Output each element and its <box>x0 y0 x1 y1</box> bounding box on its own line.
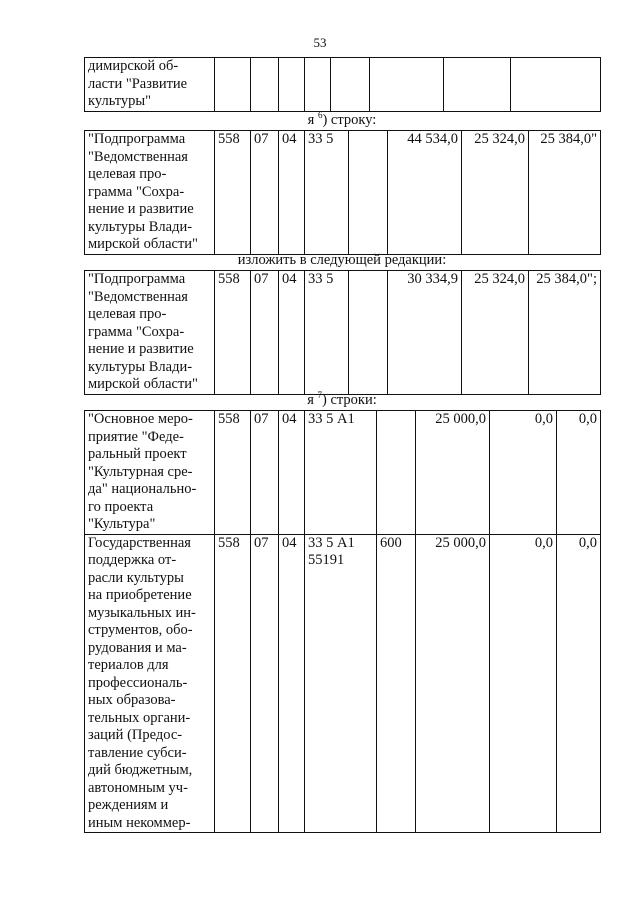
row-old-name: "Подпрограмма "Ведомственная целевая про- грамма "Сохра- нение и развитие культуры Влади- мирской области" <box>85 131 215 255</box>
rz-cell: 07 <box>251 271 279 395</box>
sum1-cell: 25 000,0 <box>416 534 490 833</box>
budget-table-a1 <box>84 410 601 833</box>
row-a1-name: "Основное меро- приятие "Феде- ральный проект "Культурная сре- да" национально- го проекта "Культура" <box>85 411 215 535</box>
ved-cell: 558 <box>215 271 251 395</box>
budget-table-continuation <box>84 57 601 112</box>
sum2-cell: 0,0 <box>490 411 557 535</box>
csr-cell: 33 5 А1 55191 <box>305 534 377 833</box>
vr-cell <box>349 131 388 255</box>
pr-cell: 04 <box>279 534 305 833</box>
table-row <box>85 534 601 833</box>
separator-line-6: я $^6$) строку: <box>307 110 377 128</box>
vr-cell <box>331 58 370 112</box>
sum1-cell <box>370 58 444 112</box>
sum2-cell <box>444 58 511 112</box>
csr-cell: 33 5 <box>305 271 349 395</box>
sum2-cell: 25 324,0 <box>462 271 529 395</box>
separator-line-7: я $^7$) строки: <box>307 390 377 408</box>
separator-new-wording: изложить в следующей редакции: <box>237 252 447 268</box>
vr-cell: 600 <box>377 534 416 833</box>
rz-cell: 07 <box>251 411 279 535</box>
budget-table-old <box>84 130 601 255</box>
table-row <box>85 411 601 535</box>
ved-cell <box>215 58 251 112</box>
pr-cell: 04 <box>279 411 305 535</box>
row-top-name: димирской об- ласти "Развитие культуры" <box>85 58 215 112</box>
sum1-cell: 44 534,0 <box>388 131 462 255</box>
ved-cell: 558 <box>215 534 251 833</box>
sum3-cell <box>511 58 601 112</box>
budget-table-new <box>84 270 601 395</box>
ved-cell: 558 <box>215 131 251 255</box>
sum3-cell: 0,0 <box>557 534 601 833</box>
sum1-cell: 30 334,9 <box>388 271 462 395</box>
csr-cell: 33 5 <box>305 131 349 255</box>
sum2-cell: 25 324,0 <box>462 131 529 255</box>
vr-cell <box>349 271 388 395</box>
sum3-cell: 25 384,0"; <box>529 271 601 395</box>
sum3-cell: 0,0 <box>557 411 601 535</box>
pr-cell: 04 <box>279 271 305 395</box>
table-row <box>85 58 601 112</box>
row-new-name: "Подпрограмма "Ведомственная целевая про- грамма "Сохра- нение и развитие культуры Влади- мирской области" <box>85 271 215 395</box>
pr-cell: 04 <box>279 131 305 255</box>
row-55191-name: Государственная поддержка от- расли культуры на приобретение музыкальных ин- струментов, обо- рудования и ма- териалов для профессиональ- ных образова- тельных органи- заций (Предос- тавление субси- дий бюджетным, автономным уч- реждениям и иным некоммер- <box>85 534 215 833</box>
pr-cell <box>279 58 305 112</box>
table-row <box>85 271 601 395</box>
ved-cell: 558 <box>215 411 251 535</box>
csr-cell <box>305 58 331 112</box>
vr-cell <box>377 411 416 535</box>
sum3-cell: 25 384,0" <box>529 131 601 255</box>
csr-cell: 33 5 А1 <box>305 411 377 535</box>
page-number: 53 <box>313 35 327 50</box>
table-row <box>85 131 601 255</box>
rz-cell: 07 <box>251 131 279 255</box>
rz-cell <box>251 58 279 112</box>
rz-cell: 07 <box>251 534 279 833</box>
sum1-cell: 25 000,0 <box>416 411 490 535</box>
sum2-cell: 0,0 <box>490 534 557 833</box>
